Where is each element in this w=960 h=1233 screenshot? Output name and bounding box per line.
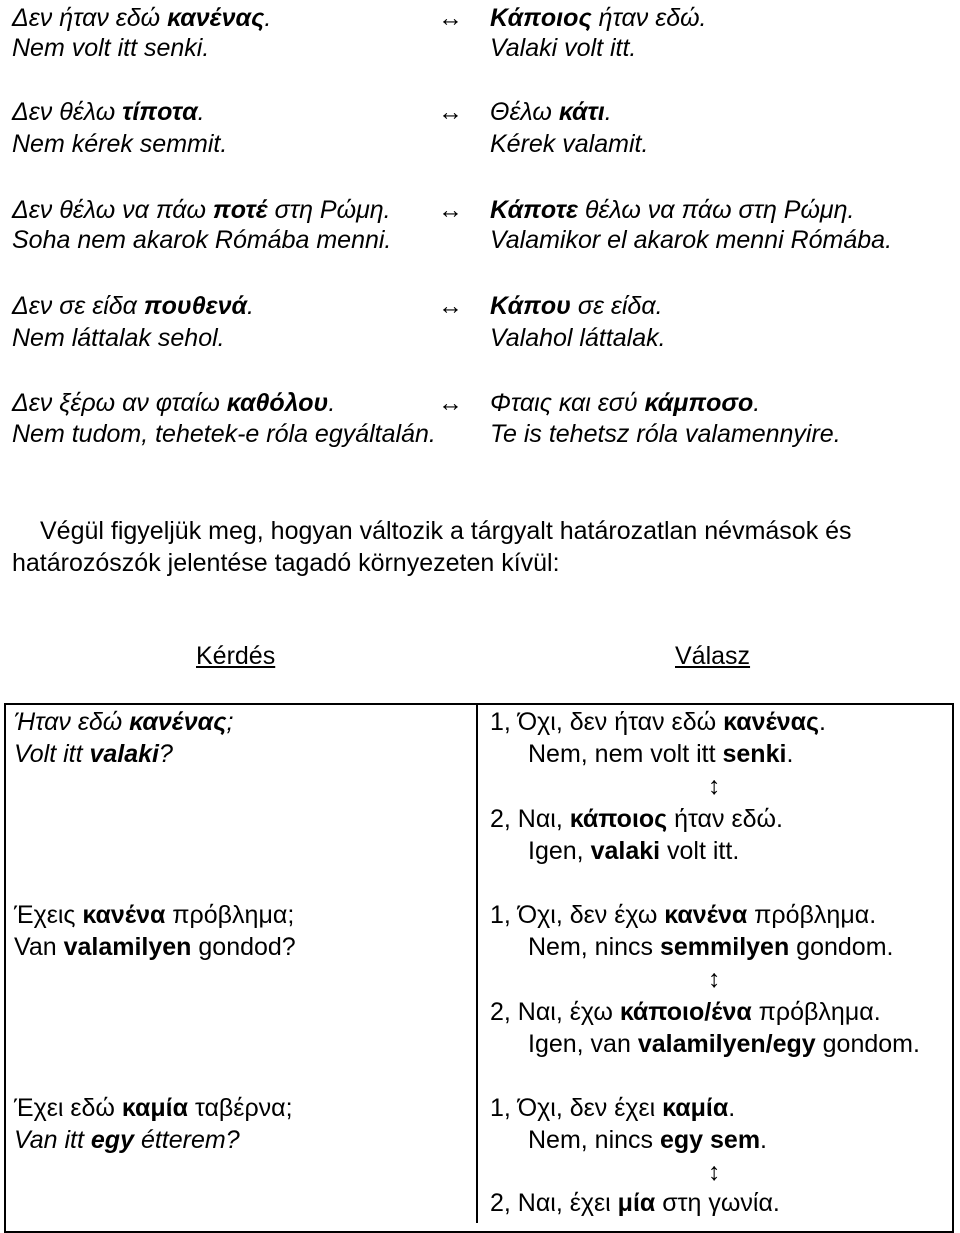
paragraph-line-1: Végül figyeljük meg, hogyan változik a tárgyalt határozatlan névmások és	[40, 517, 852, 545]
answer-2-2-hungarian: Igen, van valamilyen/egy gondom.	[528, 1030, 920, 1058]
left-right-arrow-icon: ↔	[438, 4, 463, 32]
pair-3-right-hungarian: Valamikor el akarok menni Rómába.	[490, 226, 893, 254]
pair-2-right-hungarian: Kérek valamit.	[490, 130, 649, 158]
answer-3-2-greek: 2, Ναι, έχει μία στη γωνία.	[490, 1189, 780, 1217]
answer-2-1-greek: 1, Όχι, δεν έχω κανένα πρόβλημα.	[490, 901, 877, 929]
table-column-divider	[476, 703, 478, 1223]
up-down-arrow-icon: ↕	[708, 1158, 721, 1186]
pair-5-right-hungarian: Te is tehetsz róla valamennyire.	[490, 420, 841, 448]
pair-1-left-hungarian: Nem volt itt senki.	[12, 34, 210, 62]
pair-3-right-greek: Κάποτε θέλω να πάω στη Ρώμη.	[490, 196, 855, 224]
pair-5-right-greek: Φταις και εσύ κάμποσο.	[490, 389, 761, 417]
answer-2-2-greek: 2, Ναι, έχω κάποιο/ένα πρόβλημα.	[490, 998, 881, 1026]
question-3-greek: Έχει εδώ καμία ταβέρνα;	[14, 1094, 293, 1122]
left-right-arrow-icon: ↔	[438, 98, 463, 126]
left-right-arrow-icon: ↔	[438, 389, 463, 417]
pair-1-left-greek: Δεν ήταν εδώ κανένας.	[12, 4, 272, 32]
pair-4-right-hungarian: Valahol láttalak.	[490, 324, 666, 352]
paragraph-line-2: határozószók jelentése tagadó környezeten kívül:	[12, 549, 560, 577]
pair-4-left-hungarian: Nem láttalak sehol.	[12, 324, 225, 352]
question-2-greek: Έχεις κανένα πρόβλημα;	[14, 901, 295, 929]
pair-5-left-hungarian: Nem tudom, tehetek-e róla egyáltalán.	[12, 420, 436, 448]
pair-2-right-greek: Θέλω κάτι.	[490, 98, 612, 126]
pair-2-left-hungarian: Nem kérek semmit.	[12, 130, 228, 158]
question-3-hungarian: Van itt egy étterem?	[14, 1126, 240, 1154]
left-right-arrow-icon: ↔	[438, 292, 463, 320]
answer-3-1-greek: 1, Όχι, δεν έχει καμία.	[490, 1094, 736, 1122]
pair-3-left-hungarian: Soha nem akarok Rómába menni.	[12, 226, 392, 254]
answer-1-2-greek: 2, Ναι, κάποιος ήταν εδώ.	[490, 805, 783, 833]
up-down-arrow-icon: ↕	[708, 965, 721, 993]
pair-1-right-hungarian: Valaki volt itt.	[490, 34, 637, 62]
answer-1-1-greek: 1, Όχι, δεν ήταν εδώ κανένας.	[490, 708, 826, 736]
left-right-arrow-icon: ↔	[438, 196, 463, 224]
pair-4-left-greek: Δεν σε είδα πουθενά.	[12, 292, 254, 320]
pair-3-left-greek: Δεν θέλω να πάω ποτέ στη Ρώμη.	[12, 196, 391, 224]
answer-3-1-hungarian: Nem, nincs egy sem.	[528, 1126, 767, 1154]
answer-1-1-hungarian: Nem, nem volt itt senki.	[528, 740, 794, 768]
question-1-greek: Ήταν εδώ κανένας;	[14, 708, 234, 736]
pair-5-left-greek: Δεν ξέρω αν φταίω καθόλου.	[12, 389, 336, 417]
pair-2-left-greek: Δεν θέλω τίποτα.	[12, 98, 205, 126]
question-1-hungarian: Volt itt valaki?	[14, 740, 173, 768]
up-down-arrow-icon: ↕	[708, 772, 721, 800]
header-question: Kérdés	[196, 642, 276, 670]
pair-1-right-greek: Κάποιος ήταν εδώ.	[490, 4, 707, 32]
answer-1-2-hungarian: Igen, valaki volt itt.	[528, 837, 740, 865]
question-2-hungarian: Van valamilyen gondod?	[14, 933, 296, 961]
header-answer: Válasz	[675, 642, 751, 670]
answer-2-1-hungarian: Nem, nincs semmilyen gondom.	[528, 933, 894, 961]
pair-4-right-greek: Κάπου σε είδα.	[490, 292, 663, 320]
